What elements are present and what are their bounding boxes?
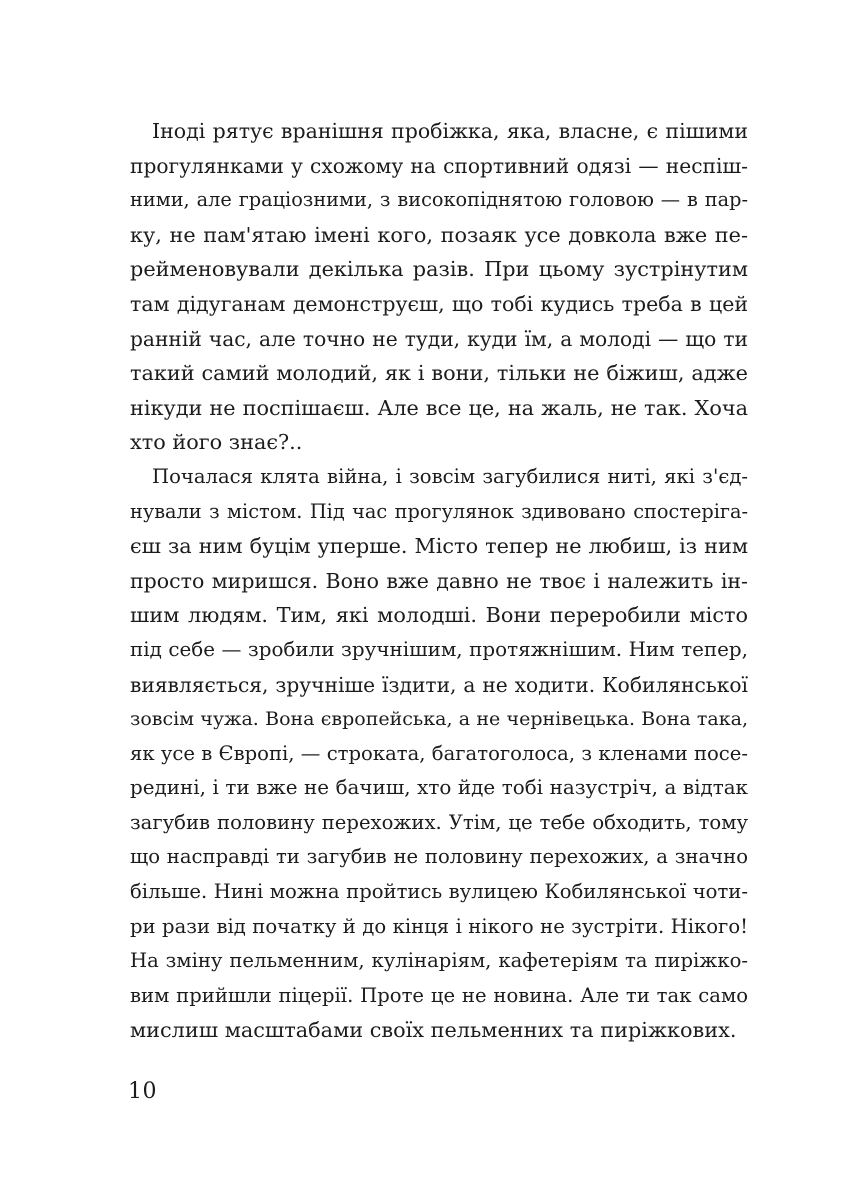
text-line: просто миришся. Воно вже давно не твоє і належить ін- xyxy=(130,568,748,593)
text-line: під себе — зробили зручнішим, протяжнішим. Ним тепер, xyxy=(130,637,748,661)
text-line: редині, і ти вже не бачиш, хто йде тобі назустріч, а відтак xyxy=(130,776,748,800)
paragraph-1 xyxy=(130,114,748,460)
text-line: там дідуганам демонструєш, що тобі кудись треба в цей xyxy=(130,291,748,316)
body-text xyxy=(130,114,748,1048)
text-line: ними, але граціозними, з високопіднятою головою — в пар- xyxy=(130,188,748,212)
text-line: прогулянками у схожому на спортивний одязі — неспіш- xyxy=(130,153,748,178)
text-line: рейменовували декілька разів. При цьому зустрінутим xyxy=(130,257,748,282)
text-line: Іноді рятує вранішня пробіжка, яка, власне, є пішими xyxy=(152,119,748,143)
text-line: ку, не пам'ятаю імені кого, позаяк усе довкола вже пе- xyxy=(130,222,748,247)
text-line: Почалася клята війна, і зовсім загубилися ниті, які з'єд- xyxy=(152,464,748,488)
text-line: ри рази від початку й до кінця і нікого не зустріти. Нікого! xyxy=(130,914,748,938)
text-line: нували з містом. Під час прогулянок здивовано спостеріга- xyxy=(130,499,748,523)
text-line: шим людям. Тим, які молодші. Вони переробили місто xyxy=(130,603,748,628)
text-line: виявляється, зручніше їздити, а не ходити. Кобилянської xyxy=(130,672,748,697)
text-line: хто його знає?.. xyxy=(130,430,303,455)
text-line: вим прийшли піцерії. Проте це не новина. Але ти так само xyxy=(130,983,748,1007)
paragraph-2 xyxy=(130,460,748,1048)
text-line: як усе в Європі, — строката, багатоголоса, з кленами посе- xyxy=(130,741,748,765)
text-line: більше. Нині можна пройтись вулицею Кобилянської чоти- xyxy=(130,880,748,904)
text-line: що насправді ти загубив не половину перехожих, а значно xyxy=(130,845,748,869)
text-line: нікуди не поспішаєш. Але все це, на жаль, не так. Хоча xyxy=(130,395,748,420)
text-line: єш за ним буцім уперше. Місто тепер не любиш, із ним xyxy=(130,534,748,559)
text-line: зовсім чужа. Вона європейська, а не чернівецька. Вона така, xyxy=(130,708,748,731)
text-line: ранній час, але точно не туди, куди їм, а молоді — що ти xyxy=(130,326,748,351)
text-line: такий самий молодий, як і вони, тільки не біжиш, адже xyxy=(130,361,748,386)
text-line: На зміну пельменним, кулінаріям, кафетеріям та пиріжко- xyxy=(130,949,748,973)
text-line: мислиш масштабами своїх пельменних та пиріжкових. xyxy=(130,1018,737,1043)
text-line: загубив половину перехожих. Утім, це тебе обходить, тому xyxy=(130,810,748,834)
page-number: 10 xyxy=(128,1079,157,1104)
